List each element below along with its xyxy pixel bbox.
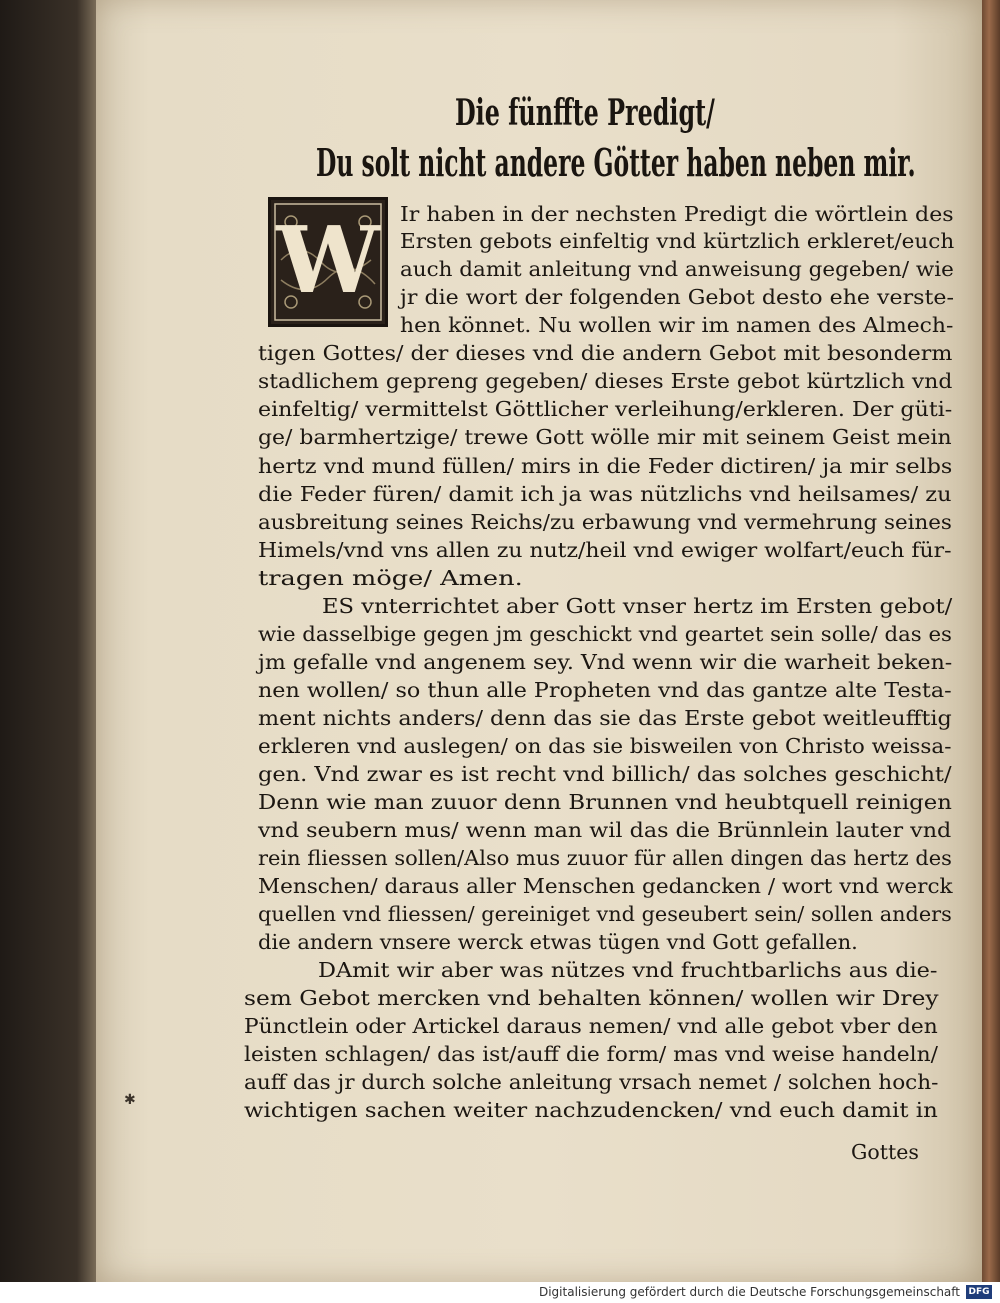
text-line: hertz vnd mund füllen/ mirs in die Feder dictiren/ ja mir selbs <box>258 454 953 478</box>
text-line: erkleren vnd auslegen/ on das sie bisweilen von Christo weissa- <box>258 734 952 758</box>
decorated-initial <box>268 197 388 327</box>
text-line: gen. Vnd zwar es ist recht vnd billich/ das solches geschicht/ <box>258 762 952 786</box>
text-line: quellen vnd fliessen/ gereiniget vnd geseubert sein/ sollen anders <box>258 902 952 926</box>
text-line: Pünctlein oder Artickel daraus nemen/ vnd alle gebot vber den <box>244 1014 938 1038</box>
funding-notice: Digitalisierung gefördert durch die Deutsche Forschungsgemeinschaft <box>538 1285 960 1299</box>
text-line: stadlichem gepreng gegeben/ dieses Erste gebot kürtzlich vnd <box>258 369 953 393</box>
text-line: ES vnterrichtet aber Gott vnser hertz im Ersten gebot/ <box>322 594 953 618</box>
text-line: Ir haben in der nechsten Predigt die wörtlein des <box>400 202 954 226</box>
sermon-title: Die fünffte Predigt/ <box>455 92 715 134</box>
page-edge <box>982 0 1000 1282</box>
text-line: hen könnet. Nu wollen wir im namen des Almech- <box>400 313 954 337</box>
text-line: Denn wie man zuuor denn Brunnen vnd heubtquell reinigen <box>258 790 952 814</box>
dfg-logo: DFG <box>966 1285 992 1299</box>
text-line: vnd seubern mus/ wenn man wil das die Brünnlein lauter vnd <box>258 818 952 842</box>
footer-bar <box>0 1282 1000 1303</box>
text-line: leisten schlagen/ das ist/auff die form/ mas vnd weise handeln/ <box>244 1042 938 1066</box>
text-line: ge/ barmhertzige/ trewe Gott wölle mir mit seinem Geist mein <box>258 425 952 449</box>
text-line: Ersten gebots einfeltig vnd kürtzlich erkleret/euch <box>400 229 955 253</box>
text-line: einfeltig/ vermittelst Göttlicher verleihung/erkleren. Der güti- <box>258 397 953 421</box>
text-line: wichtigen sachen weiter nachzudencken/ vnd euch damit in <box>244 1098 938 1122</box>
text-line: sem Gebot mercken vnd behalten können/ wollen wir Drey <box>244 986 939 1010</box>
initial-letter: W <box>276 206 380 314</box>
text-line: die Feder füren/ damit ich ja was nützlichs vnd heilsames/ zu <box>258 482 952 506</box>
text-line: auff das jr durch solche anleitung vrsach nemet / solchen hoch- <box>244 1070 939 1094</box>
margin-mark: ✱ <box>124 1092 136 1108</box>
book-gutter-shadow <box>0 0 96 1282</box>
text-line: ausbreitung seines Reichs/zu erbawung vnd vermehrung seines <box>258 510 952 534</box>
text-line: rein fliessen sollen/Also mus zuuor für allen dingen das hertz des <box>258 846 952 870</box>
text-line: Himels/vnd vns allen zu nutz/heil vnd ewiger wolfart/euch für- <box>258 538 952 562</box>
text-line: die andern vnsere werck etwas tügen vnd Gott gefallen. <box>258 930 858 954</box>
commandment-heading: Du solt nicht andere Götter haben neben mir. <box>316 140 916 185</box>
text-line: Menschen/ daraus aller Menschen gedancken / wort vnd werck <box>258 874 953 898</box>
text-line: DAmit wir aber was nützes vnd fruchtbarlichs aus die- <box>318 958 938 982</box>
text-line: ment nichts anders/ denn das sie das Erste gebot weitleufftig <box>258 706 952 730</box>
text-line: tragen möge/ Amen. <box>258 566 523 590</box>
text-line: jr die wort der folgenden Gebot desto ehe verste- <box>400 285 954 309</box>
text-line: auch damit anleitung vnd anweisung gegeben/ wie <box>400 257 954 281</box>
text-line: wie dasselbige gegen jm geschickt vnd geartet sein solle/ das es <box>258 622 952 646</box>
catchword: Gottes <box>851 1140 919 1164</box>
text-line: nen wollen/ so thun alle Propheten vnd das gantze alte Testa- <box>258 678 952 702</box>
text-line: tigen Gottes/ der dieses vnd die andern Gebot mit besonderm <box>258 341 953 365</box>
text-line: jm gefalle vnd angenem sey. Vnd wenn wir die warheit beken- <box>258 650 953 674</box>
